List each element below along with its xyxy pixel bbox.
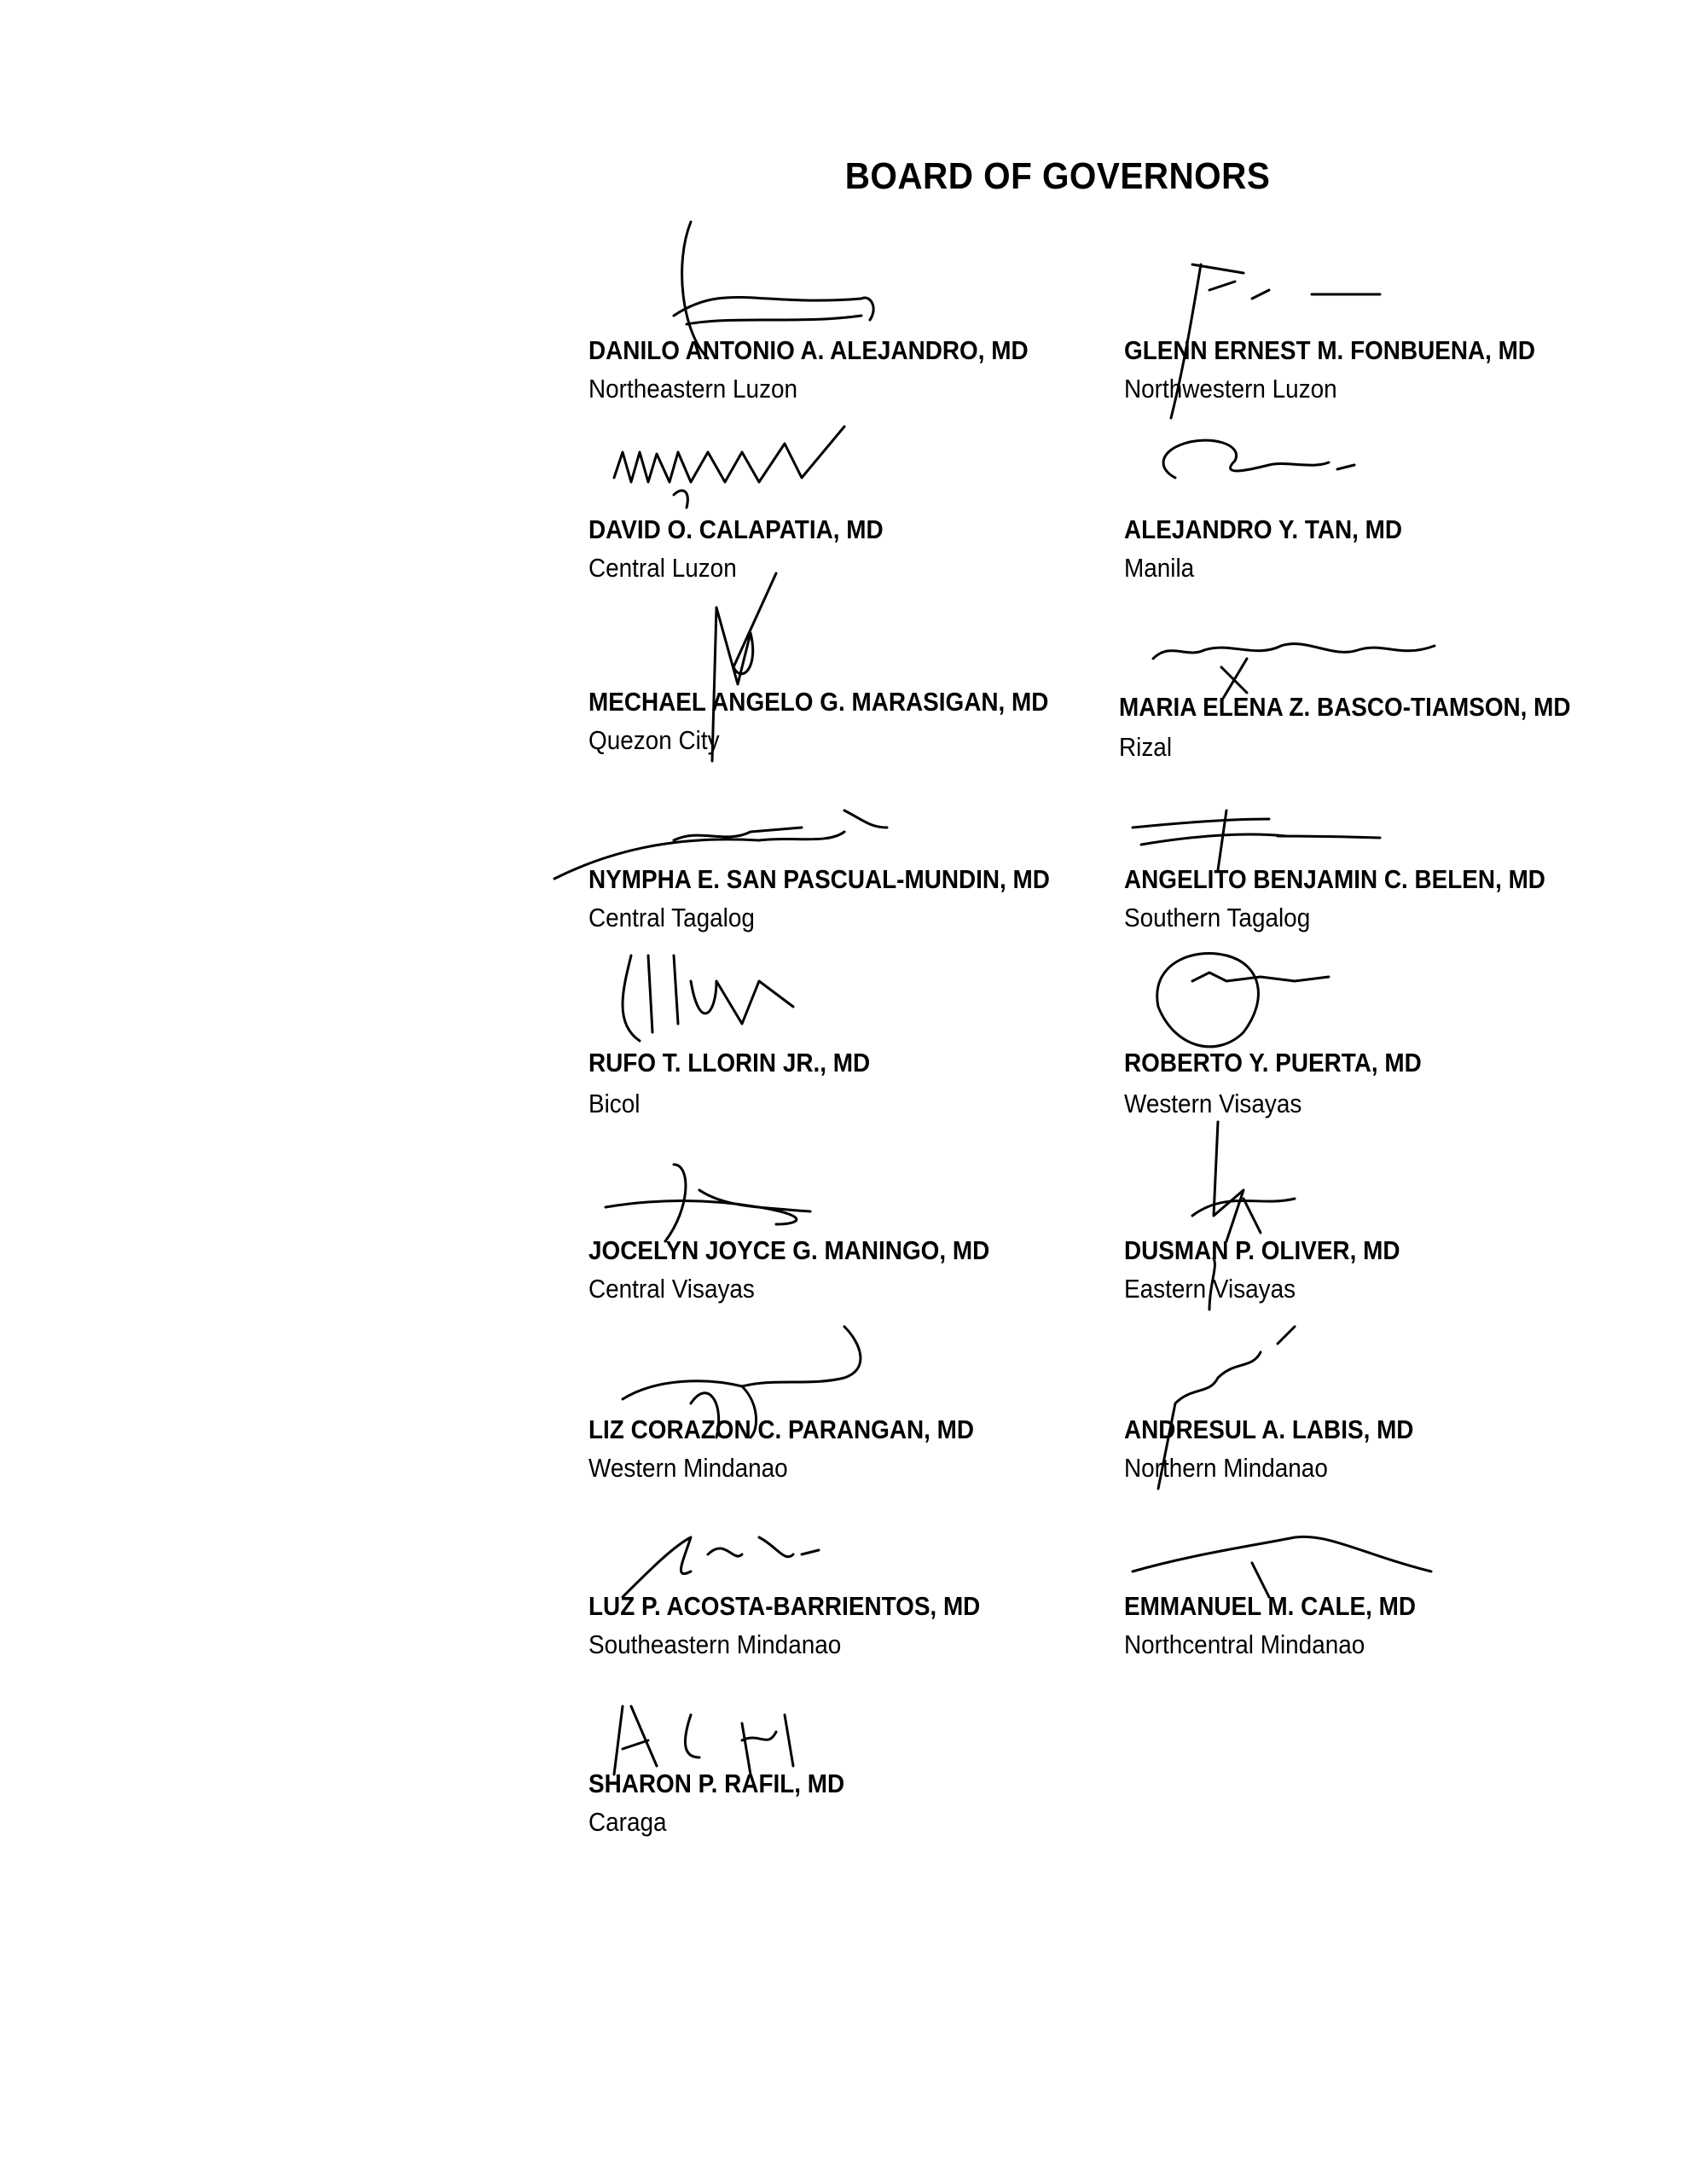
governor-name: ANGELITO BENJAMIN C. BELEN, MD (1124, 864, 1545, 894)
governor-name: EMMANUEL M. CALE, MD (1124, 1591, 1417, 1621)
page-title: BOARD OF GOVERNORS (844, 155, 1271, 197)
governor-region: Northern Mindanao (1124, 1453, 1328, 1483)
governor-region: Bicol (588, 1089, 641, 1118)
governor-region: Southeastern Mindanao (588, 1629, 842, 1659)
governor-region: Rizal (1119, 732, 1173, 762)
signature-block (588, 1469, 1186, 1659)
governor-name: MARIA ELENA Z. BASCO-TIAMSON, MD (1119, 692, 1571, 722)
governor-region: Western Mindanao (588, 1453, 788, 1483)
governor-region: Manila (1124, 553, 1195, 583)
governor-name: ANDRESUL A. LABIS, MD (1124, 1414, 1414, 1444)
signature-block (588, 1113, 1186, 1304)
governor-region: Central Tagalog (588, 903, 755, 932)
governor-name: GLENN ERNEST M. FONBUENA, MD (1124, 335, 1536, 365)
signature-block (588, 1292, 1186, 1483)
governor-region: Central Visayas (588, 1274, 755, 1304)
governor-region: Northeastern Luzon (588, 374, 798, 404)
signature-block (588, 213, 1186, 404)
governor-region: Northwestern Luzon (1124, 374, 1337, 404)
governor-name: SHARON P. RAFIL, MD (588, 1769, 845, 1798)
governor-region: Quezon City (588, 725, 720, 755)
governor-region: Western Visayas (1124, 1089, 1302, 1118)
governor-name: JOCELYN JOYCE G. MANINGO, MD (588, 1235, 990, 1265)
governor-name: ALEJANDRO Y. TAN, MD (1124, 514, 1403, 544)
governor-name: LUZ P. ACOSTA-BARRIENTOS, MD (588, 1591, 981, 1621)
signature-block (588, 742, 1186, 932)
signature-block (588, 1647, 1186, 1837)
signature-block (1124, 1292, 1687, 1483)
governor-name: NYMPHA E. SAN PASCUAL-MUNDIN, MD (588, 864, 1050, 894)
governor-name: DAVID O. CALAPATIA, MD (588, 514, 884, 544)
governor-name: ROBERTO Y. PUERTA, MD (1124, 1048, 1422, 1077)
governor-region: Northcentral Mindanao (1124, 1629, 1365, 1659)
signature-block (1124, 213, 1687, 404)
signature-block (1124, 1113, 1687, 1304)
signature-block (1119, 565, 1687, 762)
governor-name: DANILO ANTONIO A. ALEJANDRO, MD (588, 335, 1029, 365)
governor-name: RUFO T. LLORIN JR., MD (588, 1048, 871, 1077)
signature-block (1124, 392, 1687, 583)
governor-name: DUSMAN P. OLIVER, MD (1124, 1235, 1400, 1265)
governor-name: LIZ CORAZON C. PARANGAN, MD (588, 1414, 975, 1444)
governor-region: Central Luzon (588, 553, 737, 583)
governor-region: Caraga (588, 1807, 667, 1837)
governor-region: Southern Tagalog (1124, 903, 1311, 932)
signature-block (588, 930, 1186, 1118)
governor-region: Eastern Visayas (1124, 1274, 1296, 1304)
governor-name: MECHAEL ANGELO G. MARASIGAN, MD (588, 687, 1049, 717)
signature-block (1124, 930, 1687, 1118)
signature-block (1124, 1469, 1687, 1659)
signature-block (1124, 742, 1687, 932)
